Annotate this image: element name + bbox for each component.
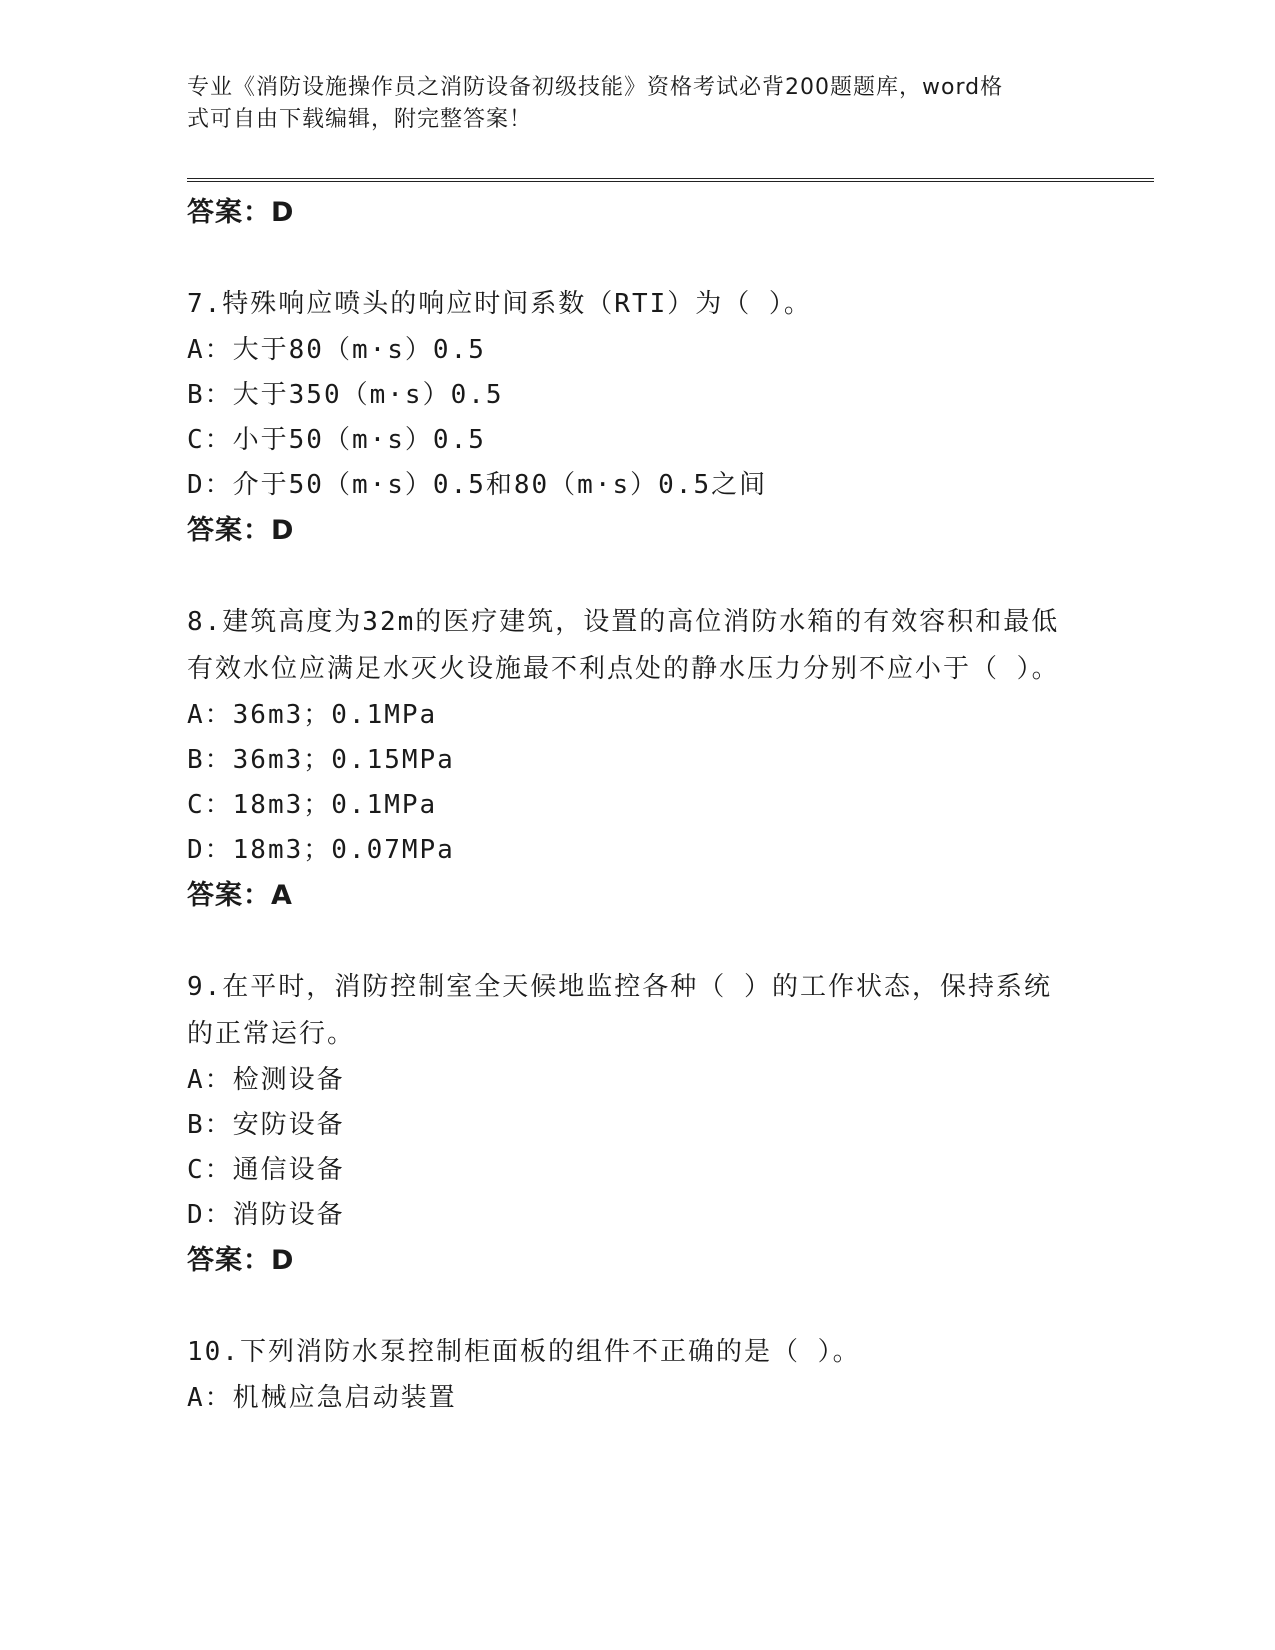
question-9-option-d: D：消防设备 bbox=[187, 1200, 345, 1230]
header-title-line-2: 式可自由下载编辑，附完整答案！ bbox=[187, 107, 533, 132]
question-8-option-b: B：36m3；0.15MPa bbox=[187, 745, 455, 775]
question-10-text: 10.下列消防水泵控制柜面板的组件不正确的是（ ）。 bbox=[187, 1337, 861, 1367]
answer-6: 答案：D bbox=[187, 197, 295, 228]
question-block-10 bbox=[187, 1329, 1067, 1421]
question-9-text: 9.在平时，消防控制室全天候地监控各种（ ）的工作状态，保持系统的正常运行。 bbox=[187, 972, 1052, 1049]
question-block-7 bbox=[187, 281, 1067, 553]
question-block-9 bbox=[187, 964, 1067, 1283]
question-9-option-a: A：检测设备 bbox=[187, 1065, 345, 1095]
question-list bbox=[187, 190, 1067, 1421]
question-7-option-a: A：大于80（m·s）0.5 bbox=[187, 335, 486, 365]
question-7-option-c: C：小于50（m·s）0.5 bbox=[187, 425, 486, 455]
question-block-8 bbox=[187, 599, 1067, 918]
document-header bbox=[187, 72, 1067, 136]
answer-8: 答案：A bbox=[187, 880, 293, 911]
question-7-option-b: B：大于350（m·s）0.5 bbox=[187, 380, 504, 410]
question-9-option-b: B：安防设备 bbox=[187, 1110, 345, 1140]
question-10-option-a: A：机械应急启动装置 bbox=[187, 1383, 457, 1413]
question-8-option-d: D：18m3；0.07MPa bbox=[187, 835, 455, 865]
question-9-option-c: C：通信设备 bbox=[187, 1155, 345, 1185]
header-divider bbox=[187, 178, 1154, 182]
question-8-option-c: C：18m3；0.1MPa bbox=[187, 790, 438, 820]
header-title-line-1: 专业《消防设施操作员之消防设备初级技能》资格考试必背200题题库，word格 bbox=[187, 75, 1004, 100]
question-8-text: 8.建筑高度为32m的医疗建筑，设置的高位消防水箱的有效容积和最低有效水位应满足水灭火设施最不利点处的静水压力分别不应小于（ ）。 bbox=[187, 607, 1060, 684]
question-8-option-a: A：36m3；0.1MPa bbox=[187, 700, 438, 730]
question-7-text: 7.特殊响应喷头的响应时间系数（RTI）为（ ）。 bbox=[187, 289, 812, 319]
answer-7: 答案：D bbox=[187, 515, 295, 546]
question-7-option-d: D：介于50（m·s）0.5和80（m·s）0.5之间 bbox=[187, 470, 768, 500]
answer-9: 答案：D bbox=[187, 1245, 295, 1276]
